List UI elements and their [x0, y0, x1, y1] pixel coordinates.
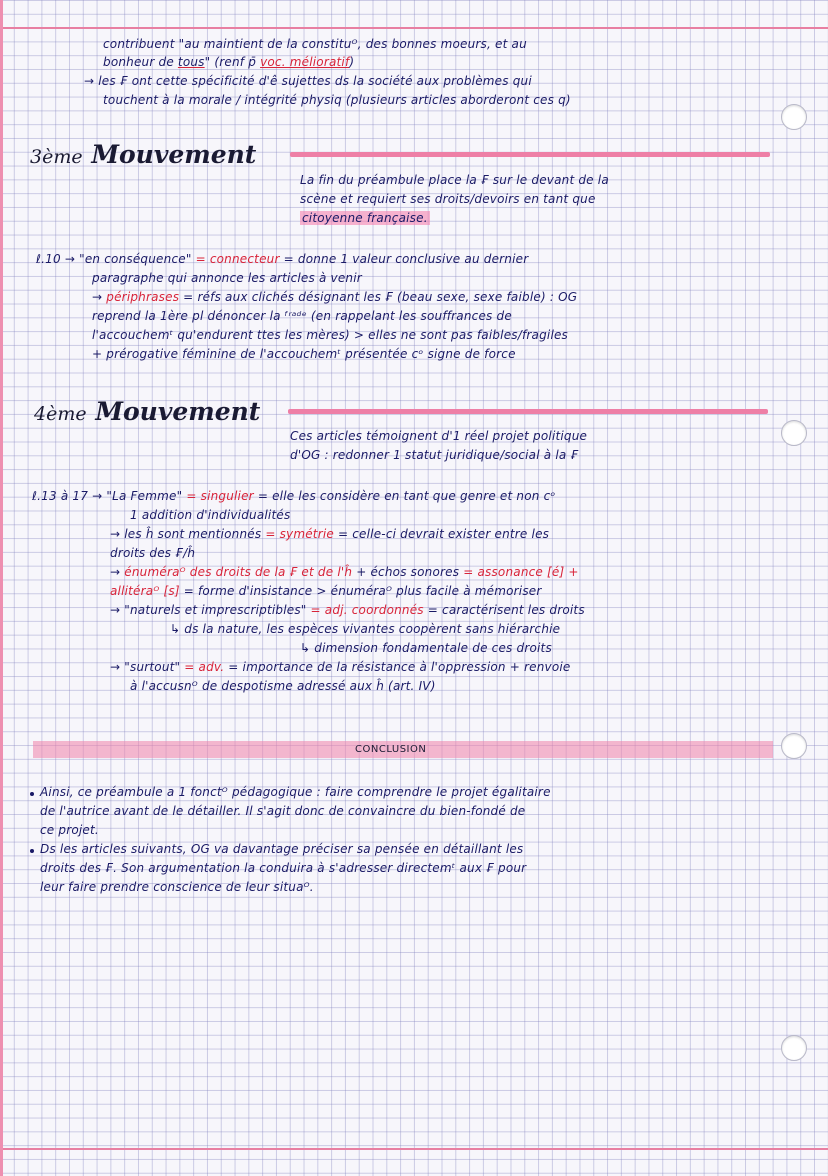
top-margin-line	[0, 27, 828, 29]
m3-note-3: → périphrases = réfs aux clichés désignant les ₣ (beau sexe, sexe faible) : OG	[92, 290, 578, 304]
m4-note-7: → "naturels et imprescriptibles" = adj. coordonnés = caractérisent les droits	[110, 603, 585, 617]
m4-note-9: ↳ dimension fondamentale de ces droits	[300, 641, 552, 655]
intro-line-4: touchent à la morale / intégrité physiq (plusieurs articles aborderont ces q)	[103, 93, 571, 107]
m4-note-6: allitéraᴼ [s] = forme d'insistance > énuméraᴼ plus facile à mémoriser	[110, 584, 542, 598]
m4-note-8: ↳ ds la nature, les espèces vivantes coopèrent sans hiérarchie	[170, 622, 561, 636]
intro-line-3: → les ₣ ont cette spécificité d'ê sujettes ds la société aux problèmes qui	[84, 74, 532, 88]
m4-note-10: → "surtout" = adv. = importance de la résistance à l'oppression + renvoie	[110, 660, 571, 674]
binder-hole-1	[781, 104, 807, 130]
conclusion-line-1: Ainsi, ce préambule a 1 fonctᴼ pédagogique : faire comprendre le projet égalitaire	[40, 785, 551, 799]
m3-note-2: paragraphe qui annonce les articles à venir	[92, 271, 362, 285]
binder-hole-4	[781, 1035, 807, 1061]
conclusion-line-2: de l'autrice avant de le détailler. Il s'agit donc de convaincre du bien-fondé de	[40, 804, 526, 818]
conclusion-bullet-1	[30, 792, 34, 796]
m4-note-3: → les ĥ sont mentionnés = symétrie = celle-ci devrait exister entre les	[110, 527, 550, 541]
conclusion-title: CONCLUSION	[355, 744, 427, 755]
heading-mouvement-4: 4ème Mouvement	[34, 397, 261, 426]
conclusion-line-6: leur faire prendre conscience de leur situaᴼ.	[40, 880, 314, 894]
m3-line-ref: ℓ.10 → "en conséquence" = connecteur = donne 1 valeur conclusive au dernier	[36, 252, 529, 266]
intro-line-1: contribuent "au maintient de la constituᴼ, des bonnes moeurs, et au	[103, 37, 527, 51]
m4-note-2: 1 addition d'individualités	[130, 508, 291, 522]
conclusion-line-5: droits des ₣. Son argumentation la conduira à s'adresser directemᵗ aux ₣ pour	[40, 861, 527, 875]
m3-summary-3: citoyenne française.	[302, 211, 428, 225]
conclusion-line-3: ce projet.	[40, 823, 99, 837]
left-margin-line	[0, 0, 3, 1176]
heading-mouvement-3: 3ème Mouvement	[30, 140, 257, 169]
binder-hole-3	[781, 733, 807, 759]
binder-hole-2	[781, 420, 807, 446]
m3-note-6: + prérogative féminine de l'accouchemᵗ présentée cᵒ signe de force	[92, 347, 516, 361]
conclusion-line-4: Ds les articles suivants, OG va davantage préciser sa pensée en détaillant les	[40, 842, 524, 856]
m3-note-5: l'accouchemᵗ qu'endurent ttes les mères) > elles ne sont pas faibles/fragiles	[92, 328, 569, 342]
m3-summary-1: La fin du préambule place la ₣ sur le devant de la	[300, 173, 609, 187]
m3-note-4: reprend la 1ère pl dénoncer la ᶠʳᵃᵈᵉ (en rappelant les souffrances de	[92, 309, 512, 323]
m4-summary-2: d'OG : redonner 1 statut juridique/social à la ₣	[290, 448, 579, 462]
heading-underline-3	[290, 152, 770, 157]
heading-underline-4	[288, 409, 768, 414]
m4-summary-1: Ces articles témoignent d'1 réel projet politique	[290, 429, 588, 443]
intro-line-2: bonheur de tous" (renf p̄ voc. mélioratif)	[103, 55, 355, 69]
m4-line-ref: ℓ.13 à 17 → "La Femme" = singulier = elle les considère en tant que genre et non cᵒ	[32, 489, 556, 503]
conclusion-bullet-2	[30, 849, 34, 853]
m3-summary-2: scène et requiert ses droits/devoirs en tant que	[300, 192, 596, 206]
m4-note-4: droits des ₣/ĥ	[110, 546, 196, 560]
m4-note-5: → énuméraᴼ des droits de la ₣ et de l'ĥ + échos sonores = assonance [é] +	[110, 565, 579, 579]
bottom-margin-line	[0, 1148, 828, 1150]
m4-note-11: à l'accusnᴼ de despotisme adressé aux ĥ (art. IV)	[130, 679, 436, 693]
